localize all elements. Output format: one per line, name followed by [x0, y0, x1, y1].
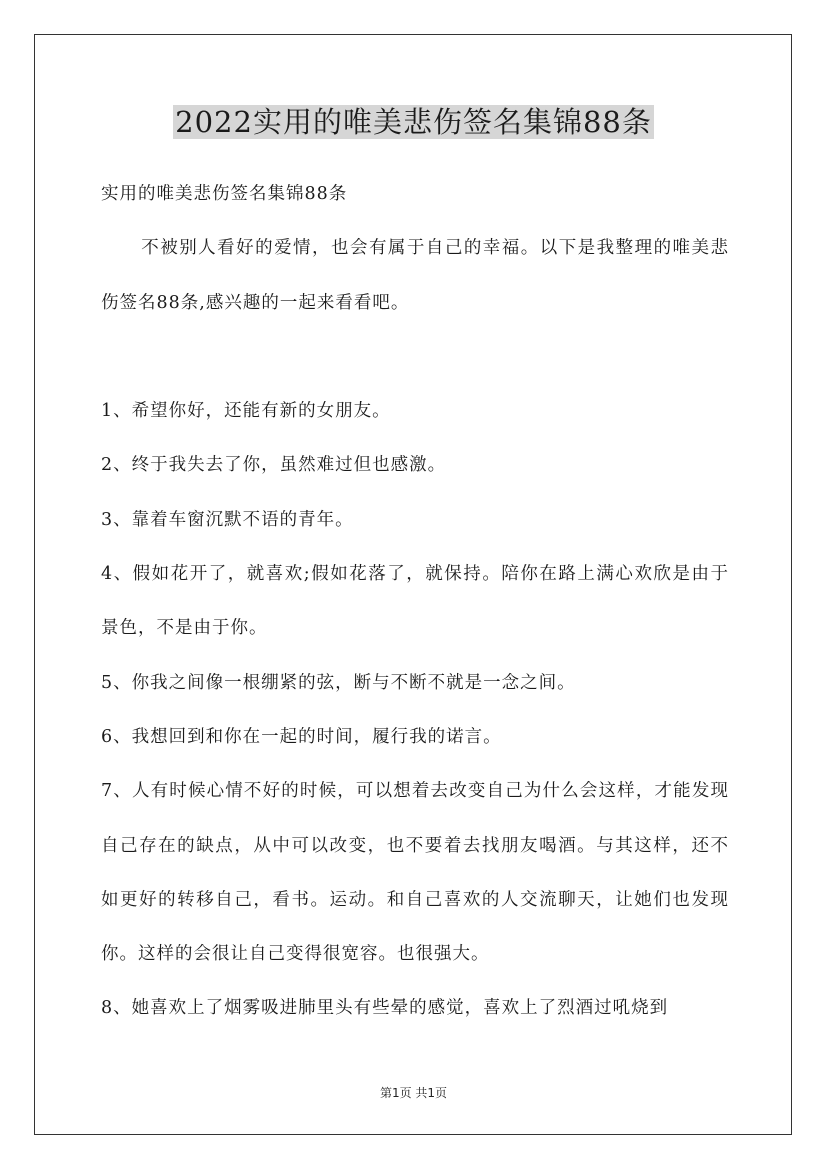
document-subtitle: 实用的唯美悲伤签名集锦88条	[101, 184, 348, 204]
document-title	[0, 102, 827, 142]
blank-line	[101, 330, 729, 384]
list-item: 7、人有时候心情不好的时候，可以想着去改变自己为什么会这样，才能发现自己存在的缺点，从中可以改变，也不要着去找朋友喝酒。与其这样，还不如更好的转移自己，看书。运动。和自己喜欢的人交流聊天，让她们也发现你。这样的会很让自己变得很宽容。也很强大。	[101, 781, 729, 965]
document-body	[101, 167, 729, 1036]
list-item: 1、希望你好，还能有新的女朋友。	[101, 401, 391, 422]
page-footer: 第1页 共1页	[379, 1086, 448, 1100]
intro-paragraph: 不被别人看好的爱情，也会有属于自己的幸福。以下是我整理的唯美悲伤签名88条,感兴趣的一起来看看吧。	[101, 238, 729, 313]
list-item: 3、靠着车窗沉默不语的青年。	[101, 509, 354, 530]
document-title-text: 2022实用的唯美悲伤签名集锦88条	[175, 105, 652, 139]
list-item: 6、我想回到和你在一起的时间，履行我的诺言。	[101, 726, 502, 747]
list-item: 5、你我之间像一根绷紧的弦，断与不断不就是一念之间。	[101, 672, 576, 693]
list-item: 8、她喜欢上了烟雾吸进肺里头有些晕的感觉，喜欢上了烈酒过吼烧到	[101, 998, 669, 1019]
list-item: 2、终于我失去了你，虽然难过但也感激。	[101, 455, 447, 476]
list-item: 4、假如花开了，就喜欢;假如花落了，就保持。陪你在路上满心欢欣是由于景色，不是由于你。	[101, 564, 729, 639]
